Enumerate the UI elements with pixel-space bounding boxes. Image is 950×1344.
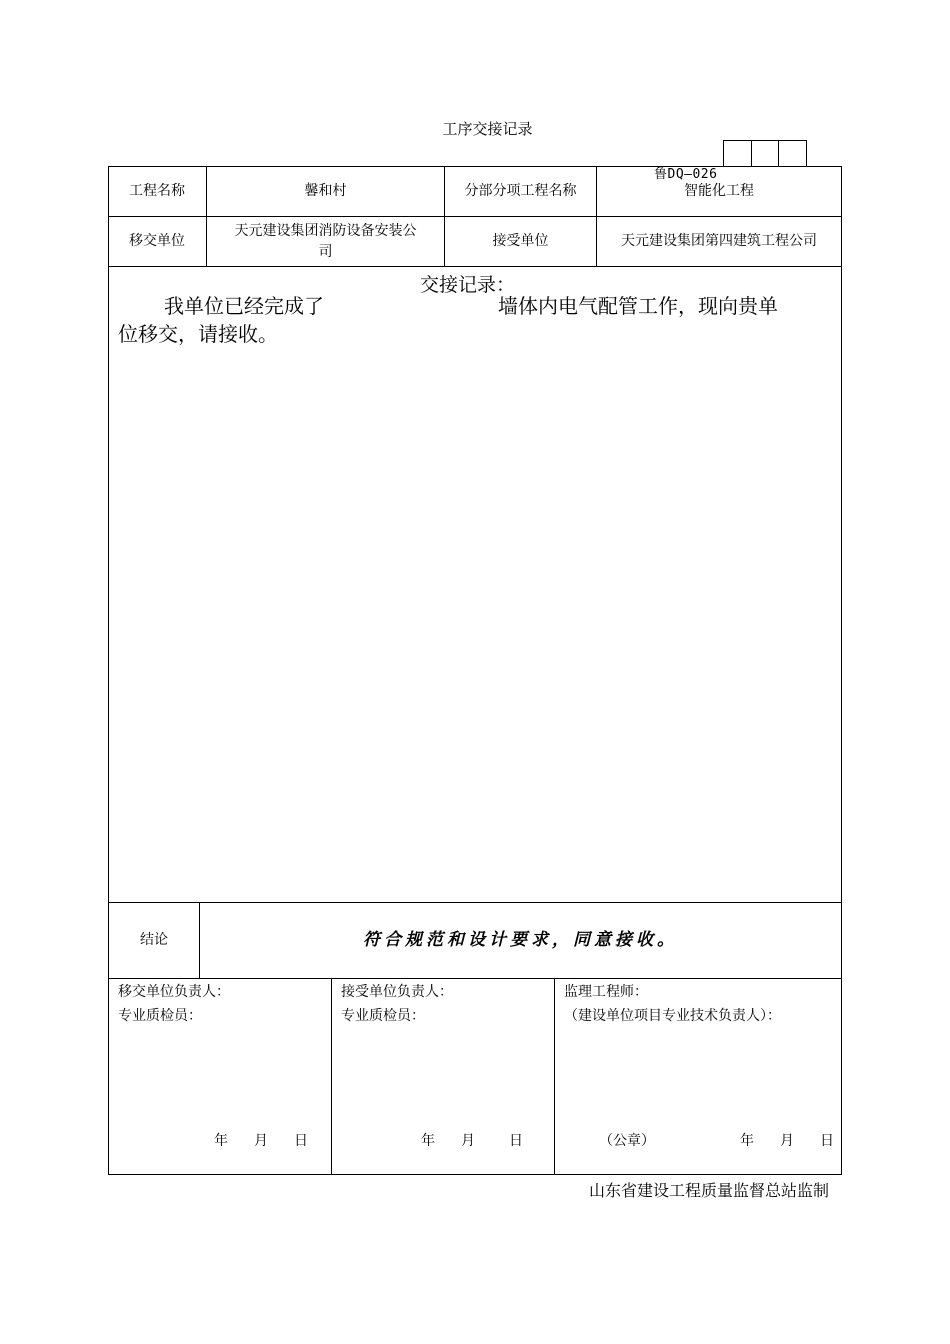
date-day: 日 (820, 1133, 834, 1149)
record-text-line2: 位移交，请接收。 (118, 322, 278, 346)
handover-unit-value-line2: 司 (318, 243, 333, 260)
date-month: 月 (461, 1133, 475, 1149)
handover-date (214, 1130, 308, 1150)
handover-unit-label: 移交单位 (129, 233, 185, 249)
supervisor-date (740, 1130, 834, 1150)
date-year: 年 (421, 1133, 435, 1149)
receiving-unit-value: 天元建设集团第四建筑工程公司 (621, 233, 817, 249)
supervisor-note: （建设单位项目专业技术负责人）： (564, 1008, 781, 1024)
code-box (724, 141, 752, 166)
project-name-value: 馨和村 (304, 183, 347, 199)
sub-project-value: 智能化工程 (684, 183, 754, 199)
document-title: 工序交接记录 (442, 120, 533, 138)
receiving-leader-label: 接受单位负责人： (341, 984, 453, 1000)
handover-inspector-label: 专业质检员： (118, 1008, 202, 1024)
record-text-part1: 我单位已经完成了 (164, 294, 324, 318)
date-day: 日 (294, 1133, 308, 1149)
date-month: 月 (254, 1133, 268, 1149)
conclusion-text: 符合规范和设计要求，同意接收。 (363, 930, 678, 950)
date-day: 日 (509, 1133, 523, 1149)
receiving-unit-label: 接受单位 (492, 233, 549, 249)
code-boxes (723, 140, 807, 166)
date-month: 月 (780, 1133, 794, 1149)
code-box (752, 141, 780, 166)
supervisor-engineer-label: 监理工程师： (564, 984, 648, 1000)
handover-leader-label: 移交单位负责人： (118, 984, 230, 1000)
handover-unit-value-line1: 天元建设集团消防设备安装公 (234, 222, 417, 239)
footer-text: 山东省建设工程质量监督总站监制 (589, 1181, 830, 1200)
record-body (118, 292, 834, 348)
supervisor-seal: （公章） (599, 1133, 655, 1149)
document-code: 鲁DQ—026 (654, 167, 718, 182)
date-year: 年 (214, 1133, 228, 1149)
record-text-part2: 墙体内电气配管工作，现向贵单 (498, 294, 778, 318)
record-heading: 交接记录： (420, 274, 516, 296)
project-name-label: 工程名称 (129, 183, 185, 199)
code-box (779, 141, 806, 166)
handover-unit-value (207, 217, 444, 266)
receiving-date (421, 1130, 523, 1150)
date-year: 年 (740, 1133, 754, 1149)
sub-project-label: 分部分项工程名称 (464, 183, 577, 199)
conclusion-label: 结论 (140, 932, 168, 948)
receiving-inspector-label: 专业质检员： (341, 1008, 425, 1024)
